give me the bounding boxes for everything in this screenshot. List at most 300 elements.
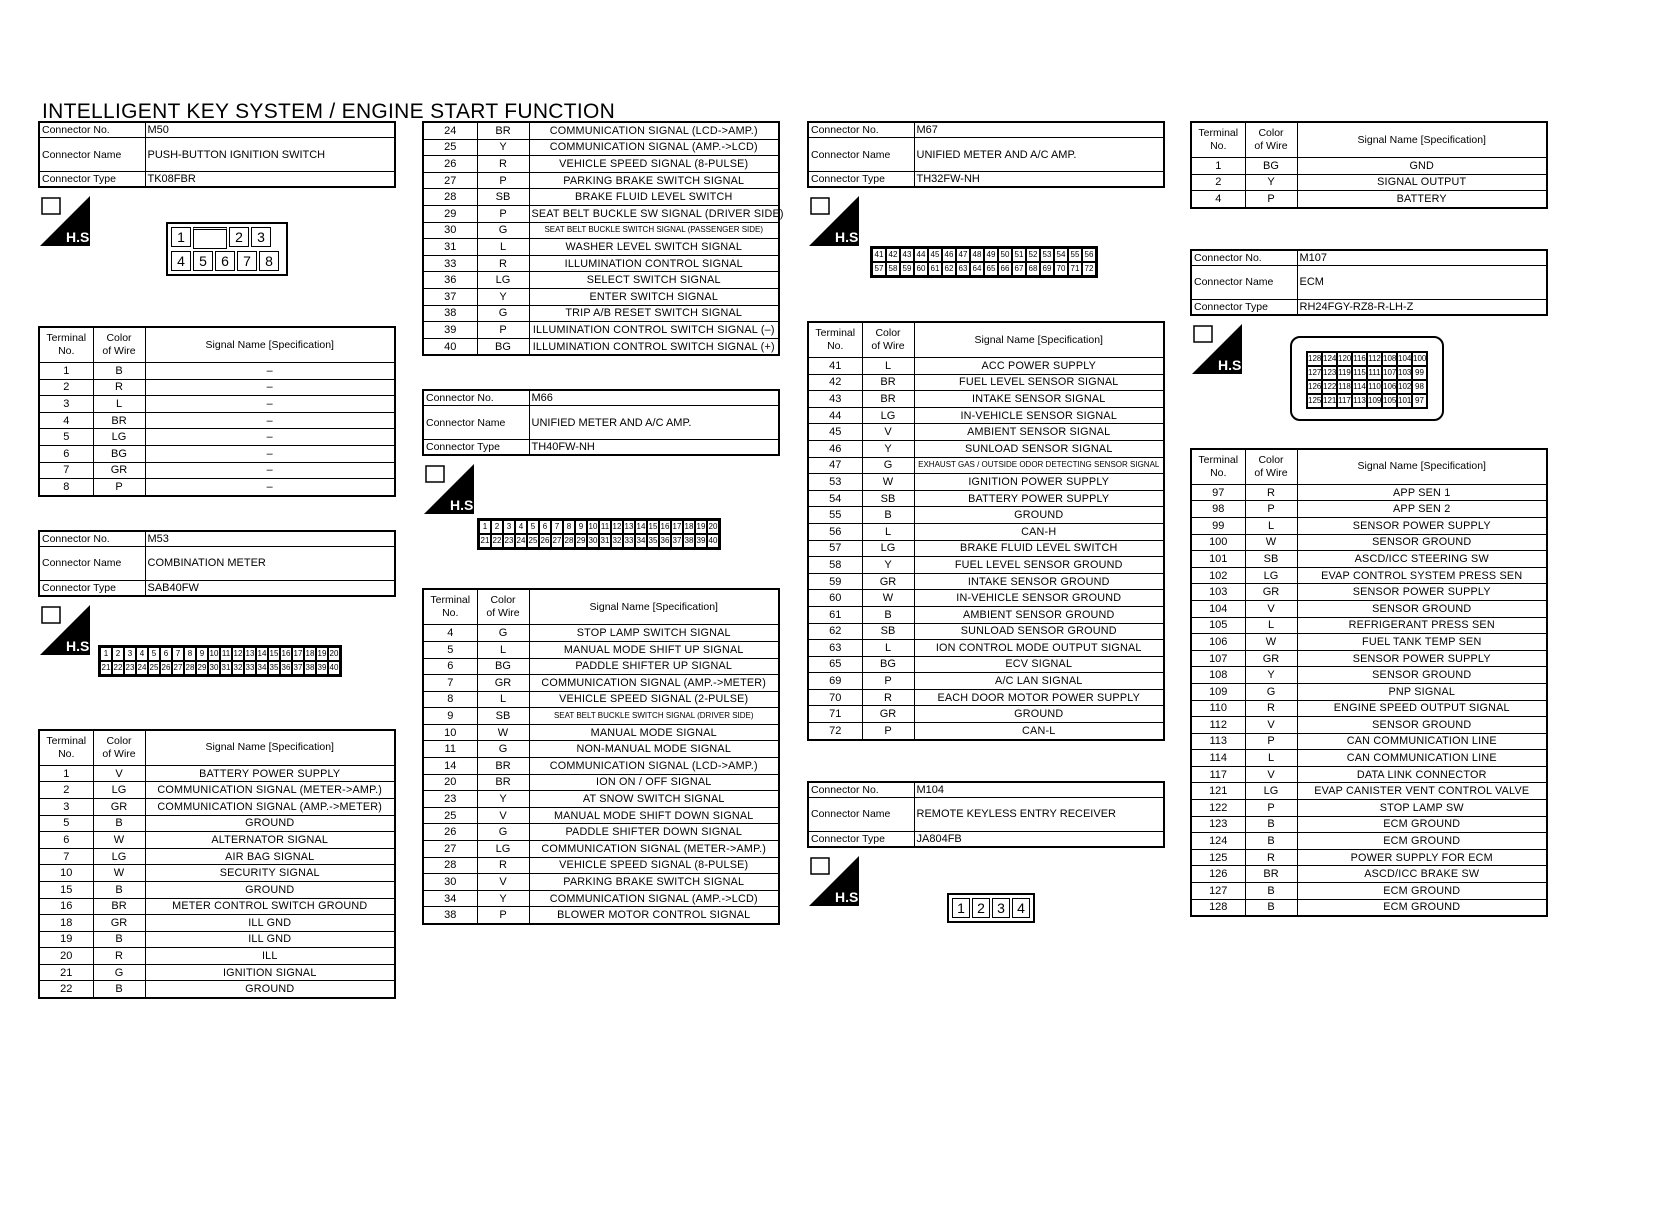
svg-text:H.S.: H.S. (66, 637, 94, 654)
signal-name: APP SEN 1 (1297, 484, 1547, 501)
signal-name: PADDLE SHIFTER UP SIGNAL (529, 658, 779, 675)
pin: 15 (268, 647, 280, 661)
wire-color: B (1245, 816, 1297, 833)
terminal-no: 26 (423, 156, 477, 173)
terminal-row (39, 815, 395, 832)
pin: 31 (220, 661, 232, 675)
wire-color: P (1245, 191, 1297, 208)
info-row (39, 546, 395, 580)
m53-diagram-area (38, 597, 394, 729)
wire-color: G (862, 457, 914, 474)
info-label: Connector Name (1191, 265, 1297, 299)
pin: 114 (1352, 380, 1367, 394)
wire-color: G (93, 964, 145, 981)
header-line: Terminal (46, 734, 87, 747)
pin: 1 (171, 227, 191, 247)
info-label: Connector Name (423, 406, 529, 440)
m67-diagram-area (807, 188, 1163, 321)
terminal-row (39, 379, 395, 396)
wire-color: Y (477, 288, 529, 305)
terminal-table (1190, 448, 1548, 917)
terminal-no: 105 (1191, 617, 1245, 634)
signal-name: PARKING BRAKE SWITCH SIGNAL (529, 874, 779, 891)
terminal-row (39, 981, 395, 998)
signal-name: METER CONTROL SWITCH GROUND (145, 898, 395, 915)
terminal-row (808, 424, 1164, 441)
terminal-no: 25 (423, 807, 477, 824)
pin: 14 (256, 647, 268, 661)
pin: 8 (184, 647, 196, 661)
signal-name: ECM GROUND (1297, 833, 1547, 850)
wire-color: L (862, 640, 914, 657)
terminal-row (1191, 617, 1547, 634)
terminal-no: 14 (423, 758, 477, 775)
wire-color: R (93, 379, 145, 396)
terminal-row (1191, 551, 1547, 568)
signal-name: COMMUNICATION SIGNAL (METER->AMP.) (529, 841, 779, 858)
pin: 8 (259, 251, 279, 271)
wire-color: B (862, 606, 914, 623)
terminal-no: 4 (39, 412, 93, 429)
wire-color: GR (93, 462, 145, 479)
pin: 6 (215, 251, 235, 271)
pin: 34 (256, 661, 268, 675)
terminal-row (808, 640, 1164, 657)
terminal-no: 5 (423, 641, 477, 658)
pin: 39 (695, 534, 707, 548)
pin: 36 (280, 661, 292, 675)
signal-name: BRAKE FLUID LEVEL SWITCH (914, 540, 1164, 557)
signal-name: CAN-L (914, 723, 1164, 740)
terminal-row (423, 758, 779, 775)
terminal-row (808, 374, 1164, 391)
signal-name: WASHER LEVEL SWITCH SIGNAL (529, 239, 779, 256)
connector-type-value: TH32FW-NH (914, 172, 1164, 188)
terminal-no: 126 (1191, 866, 1245, 883)
connector-type-value: JA804FB (914, 831, 1164, 847)
signal-name-header: Signal Name [Specification] (145, 327, 395, 363)
terminal-no-header (1191, 449, 1245, 485)
wire-color: B (93, 981, 145, 998)
header-line: Color (490, 594, 516, 607)
signal-name: SELECT SWITCH SIGNAL (529, 272, 779, 289)
terminal-no: 124 (1191, 833, 1245, 850)
svg-text:H.S.: H.S. (835, 229, 863, 245)
m66-diagram-area (422, 456, 778, 588)
pin: 24 (515, 534, 527, 548)
terminal-row (1191, 158, 1547, 175)
pin: 64 (970, 262, 984, 276)
pin: 9 (575, 520, 587, 534)
pin: 2 (972, 898, 990, 918)
terminal-no: 6 (39, 832, 93, 849)
signal-name: EXHAUST GAS / OUTSIDE ODOR DETECTING SENSOR SIGNAL (914, 457, 1164, 474)
terminal-no: 41 (808, 358, 862, 375)
pin: 31 (599, 534, 611, 548)
signal-name: – (145, 379, 395, 396)
signal-name: CAN-H (914, 523, 1164, 540)
terminal-row (423, 675, 779, 692)
pin: 102 (1397, 380, 1412, 394)
signal-name: INTAKE SENSOR SIGNAL (914, 391, 1164, 408)
terminal-row (1191, 683, 1547, 700)
pin: 12 (611, 520, 623, 534)
pin: 18 (304, 647, 316, 661)
wire-color: L (862, 358, 914, 375)
terminal-row (39, 948, 395, 965)
terminal-no: 28 (423, 189, 477, 206)
terminal-no: 33 (423, 255, 477, 272)
wire-color: G (477, 222, 529, 239)
pin: 20 (707, 520, 719, 534)
terminal-no: 16 (39, 898, 93, 915)
pin: 52 (1026, 248, 1040, 262)
pin: 14 (635, 520, 647, 534)
signal-name: SIGNAL OUTPUT (1297, 174, 1547, 191)
wire-color: LG (477, 272, 529, 289)
m50-connector-face (166, 222, 288, 276)
wire-color: BR (93, 412, 145, 429)
info-row (423, 440, 779, 456)
connector-no-value: M67 (914, 122, 1164, 138)
pin: 123 (1322, 366, 1337, 380)
pin: 62 (942, 262, 956, 276)
pin: 2 (112, 647, 124, 661)
signal-name: – (145, 396, 395, 413)
terminal-row (423, 691, 779, 708)
wire-color: Y (1245, 667, 1297, 684)
terminal-row (39, 462, 395, 479)
header-line: Color (1258, 127, 1284, 139)
terminal-row (39, 396, 395, 413)
pin: 33 (244, 661, 256, 675)
info-row (39, 138, 395, 172)
pin: 53 (1040, 248, 1054, 262)
signal-name: SECURITY SIGNAL (145, 865, 395, 882)
signal-name: COMMUNICATION SIGNAL (LCD->AMP.) (529, 758, 779, 775)
terminal-no: 45 (808, 424, 862, 441)
signal-name: INTAKE SENSOR GROUND (914, 573, 1164, 590)
wire-color: P (862, 673, 914, 690)
signal-name: – (145, 462, 395, 479)
m50-diagram-area (38, 188, 394, 326)
m107-diagram-area (1190, 316, 1546, 448)
pin: 13 (244, 647, 256, 661)
terminal-no: 6 (423, 658, 477, 675)
wire-color: GR (93, 915, 145, 932)
pin: 108 (1382, 352, 1397, 366)
pin: 5 (193, 251, 213, 271)
terminal-no: 42 (808, 374, 862, 391)
pin: 32 (232, 661, 244, 675)
signal-name: PADDLE SHIFTER DOWN SIGNAL (529, 824, 779, 841)
pin: 50 (998, 248, 1012, 262)
terminal-no-header (808, 322, 862, 358)
header-line: Color (875, 327, 901, 339)
wire-color: BR (862, 391, 914, 408)
m104-diagram-area (807, 848, 1163, 958)
pin: 43 (900, 248, 914, 262)
pin: 103 (1397, 366, 1412, 380)
signal-name: VEHICLE SPEED SIGNAL (8-PULSE) (529, 156, 779, 173)
terminal-no: 18 (39, 915, 93, 932)
header-line: of Wire (871, 340, 905, 352)
wire-color: W (862, 474, 914, 491)
terminal-no: 25 (423, 139, 477, 156)
signal-name: ENTER SWITCH SIGNAL (529, 288, 779, 305)
terminal-table (38, 326, 396, 497)
terminal-no-header (39, 327, 93, 363)
signal-name: ILL GND (145, 931, 395, 948)
terminal-no: 61 (808, 606, 862, 623)
wire-color: GR (477, 675, 529, 692)
terminal-row (423, 288, 779, 305)
pin: 5 (148, 647, 160, 661)
wire-color: L (1245, 617, 1297, 634)
pin: 34 (635, 534, 647, 548)
terminal-table (422, 588, 780, 925)
connector-name-value: UNIFIED METER AND A/C AMP. (529, 406, 779, 440)
signal-name: SEAT BELT BUCKLE SW SIGNAL (DRIVER SIDE) (529, 205, 779, 222)
info-row (808, 122, 1164, 138)
signal-name-header: Signal Name [Specification] (145, 730, 395, 766)
wire-color: G (477, 305, 529, 322)
terminal-no: 127 (1191, 883, 1245, 900)
m67-terminal-table (807, 321, 1163, 741)
terminal-row (39, 363, 395, 380)
signal-name: COMMUNICATION SIGNAL (AMP.->LCD) (529, 139, 779, 156)
signal-name: BRAKE FLUID LEVEL SWITCH (529, 189, 779, 206)
pin: 37 (292, 661, 304, 675)
svg-text:H.S.: H.S. (66, 229, 94, 245)
terminal-row (39, 848, 395, 865)
wire-color: G (477, 625, 529, 642)
wire-color: R (1245, 484, 1297, 501)
wire-color: P (1245, 800, 1297, 817)
wire-color: SB (862, 623, 914, 640)
signal-name: COMMUNICATION SIGNAL (AMP.->METER) (529, 675, 779, 692)
terminal-no: 37 (423, 288, 477, 305)
info-row (808, 831, 1164, 847)
terminal-no: 55 (808, 507, 862, 524)
terminal-header-row (1191, 122, 1547, 158)
pin: 65 (984, 262, 998, 276)
wire-color: B (862, 507, 914, 524)
terminal-row (808, 474, 1164, 491)
signal-name: COMMUNICATION SIGNAL (AMP.->LCD) (529, 890, 779, 907)
pin: 21 (100, 661, 112, 675)
wire-color: GR (862, 706, 914, 723)
terminal-no: 112 (1191, 717, 1245, 734)
wire-color: W (1245, 534, 1297, 551)
header-line: Terminal (1198, 453, 1239, 466)
pin: 41 (872, 248, 886, 262)
signal-name: MANUAL MODE SHIFT UP SIGNAL (529, 641, 779, 658)
signal-name: COMMUNICATION SIGNAL (LCD->AMP.) (529, 122, 779, 139)
pin: 38 (304, 661, 316, 675)
wire-color: SB (477, 189, 529, 206)
header-line: of Wire (102, 345, 136, 357)
connector-no-value: M107 (1297, 250, 1547, 266)
terminal-no: 21 (39, 964, 93, 981)
wire-color: BG (862, 656, 914, 673)
pin: 8 (563, 520, 575, 534)
pin: 122 (1322, 380, 1337, 394)
connector-info-table (38, 530, 396, 597)
pin: 12 (232, 647, 244, 661)
column-4 (1190, 121, 1546, 917)
header-line: of Wire (1254, 140, 1288, 152)
wire-color: L (477, 691, 529, 708)
terminal-row (423, 807, 779, 824)
signal-name: PNP SIGNAL (1297, 683, 1547, 700)
connector-type-value: TH40FW-NH (529, 440, 779, 456)
pin: 21 (479, 534, 491, 548)
signal-name: EACH DOOR MOTOR POWER SUPPLY (914, 689, 1164, 706)
terminal-no: 11 (423, 741, 477, 758)
m53-connector-info (38, 530, 394, 597)
wire-color: G (477, 741, 529, 758)
terminal-no: 38 (423, 305, 477, 322)
pin: 40 (328, 661, 340, 675)
header-line: of Wire (102, 747, 136, 760)
wire-color: LG (1245, 783, 1297, 800)
signal-name: MANUAL MODE SIGNAL (529, 724, 779, 741)
pin: 1 (952, 898, 970, 918)
wire-color: SB (477, 708, 529, 725)
terminal-row (423, 741, 779, 758)
m107-connector-info (1190, 249, 1546, 316)
wire-color: Y (477, 139, 529, 156)
pin: 30 (208, 661, 220, 675)
wire-color-header (862, 322, 914, 358)
svg-text:H.S.: H.S. (835, 888, 863, 905)
pin: 115 (1352, 366, 1367, 380)
info-row (1191, 250, 1547, 266)
terminal-no: 30 (423, 222, 477, 239)
pin: 46 (942, 248, 956, 262)
wire-color: B (93, 881, 145, 898)
signal-name: ILL (145, 948, 395, 965)
terminal-row (39, 964, 395, 981)
pin: 3 (503, 520, 515, 534)
signal-name: BATTERY POWER SUPPLY (914, 490, 1164, 507)
signal-name: ION CONTROL MODE OUTPUT SIGNAL (914, 640, 1164, 657)
m53-connector-face (98, 643, 342, 677)
signal-name: FUEL LEVEL SENSOR GROUND (914, 557, 1164, 574)
signal-name: GND (1297, 158, 1547, 175)
wire-color: P (93, 479, 145, 496)
terminal-no: 104 (1191, 600, 1245, 617)
terminal-row (1191, 833, 1547, 850)
terminal-row (1191, 567, 1547, 584)
pin: 17 (671, 520, 683, 534)
m104-connector-face (947, 893, 1035, 923)
terminal-no: 114 (1191, 750, 1245, 767)
signal-name: CAN COMMUNICATION LINE (1297, 750, 1547, 767)
wire-color: P (862, 723, 914, 740)
info-row (808, 782, 1164, 798)
terminal-no: 30 (423, 874, 477, 891)
signal-name: IN-VEHICLE SENSOR SIGNAL (914, 407, 1164, 424)
terminal-row (423, 857, 779, 874)
signal-name: IN-VEHICLE SENSOR GROUND (914, 590, 1164, 607)
terminal-row (808, 523, 1164, 540)
terminal-row (1191, 534, 1547, 551)
terminal-row (423, 122, 779, 139)
pin: 39 (316, 661, 328, 675)
terminal-no: 122 (1191, 800, 1245, 817)
pin: 5 (527, 520, 539, 534)
terminal-no: 29 (423, 205, 477, 222)
pin: 35 (647, 534, 659, 548)
pin: 58 (886, 262, 900, 276)
terminal-row (808, 623, 1164, 640)
wire-color: SB (862, 490, 914, 507)
terminal-no: 110 (1191, 700, 1245, 717)
signal-name: ECM GROUND (1297, 883, 1547, 900)
signal-name: A/C LAN SIGNAL (914, 673, 1164, 690)
terminal-row (423, 824, 779, 841)
pin: 113 (1352, 394, 1367, 408)
pin: 100 (1412, 352, 1427, 366)
wire-color: W (862, 590, 914, 607)
terminal-no: 100 (1191, 534, 1245, 551)
pin: 1 (100, 647, 112, 661)
wire-color: G (1245, 683, 1297, 700)
terminal-no: 38 (423, 907, 477, 924)
wire-color: BG (477, 658, 529, 675)
connector-info-table (38, 121, 396, 188)
terminal-row (1191, 484, 1547, 501)
page-title: INTELLIGENT KEY SYSTEM / ENGINE START FUNCTION (42, 100, 616, 123)
connector-no-value: M50 (145, 122, 395, 138)
terminal-no: 56 (808, 523, 862, 540)
pin: 27 (551, 534, 563, 548)
info-label: Connector Name (808, 138, 914, 172)
wire-color: BG (93, 445, 145, 462)
terminal-row (808, 706, 1164, 723)
wire-color: P (1245, 501, 1297, 518)
wire-color: G (477, 824, 529, 841)
wire-color: B (93, 363, 145, 380)
terminal-row (39, 865, 395, 882)
terminal-no: 43 (808, 391, 862, 408)
signal-name: ASCD/ICC STEERING SW (1297, 551, 1547, 568)
m67-connector-info (807, 121, 1163, 188)
terminal-row (423, 156, 779, 173)
info-label: Connector Type (1191, 299, 1297, 315)
terminal-header-row (423, 589, 779, 625)
terminal-no: 44 (808, 407, 862, 424)
terminal-row (423, 641, 779, 658)
terminal-row (808, 540, 1164, 557)
terminal-no: 15 (39, 881, 93, 898)
pin: 9 (196, 647, 208, 661)
wire-color: V (93, 765, 145, 782)
pin: 60 (914, 262, 928, 276)
pin: 63 (956, 262, 970, 276)
terminal-header-row (39, 327, 395, 363)
terminal-no: 71 (808, 706, 862, 723)
terminal-no: 3 (39, 396, 93, 413)
terminal-row (39, 445, 395, 462)
signal-name: SENSOR POWER SUPPLY (1297, 650, 1547, 667)
header-line: Terminal (430, 594, 471, 607)
pin: 15 (647, 520, 659, 534)
pin: 44 (914, 248, 928, 262)
pin: 23 (503, 534, 515, 548)
